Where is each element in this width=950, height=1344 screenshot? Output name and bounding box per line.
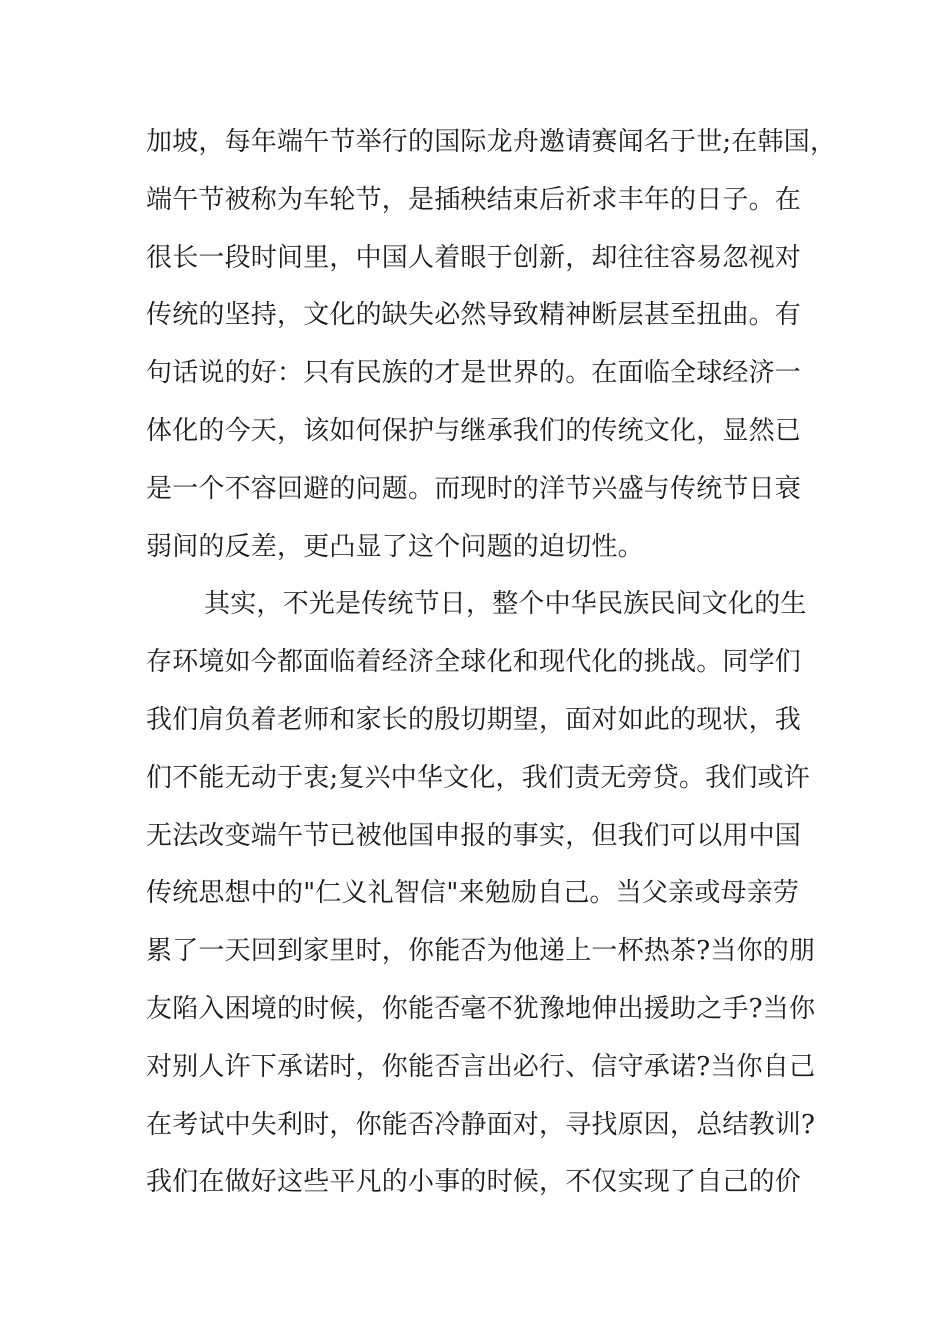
text-line: 弱间的反差，更凸显了这个问题的迫切性。	[146, 531, 644, 562]
text-line: 其实，不光是传统节日，整个中华民族民间文化的生	[204, 589, 807, 620]
text-line: 对别人许下承诺时，你能否言出必行、信守承诺?当你自己	[146, 1051, 816, 1082]
text-line: 我们肩负着老师和家长的殷切期望，面对如此的现状，我	[146, 704, 802, 735]
text-line: 我们在做好这些平凡的小事的时候，不仅实现了自己的价	[146, 1167, 802, 1198]
text-line: 友陷入困境的时候，你能否毫不犹豫地伸出援助之手?当你	[146, 993, 816, 1024]
text-line: 是一个不容回避的问题。而现时的洋节兴盛与传统节日衰	[146, 473, 802, 504]
text-line: 传统思想中的"仁义礼智信"来勉励自己。当父亲或母亲劳	[146, 878, 800, 909]
document-body	[146, 114, 836, 1212]
text-line: 们不能无动于衷;复兴中华文化，我们责无旁贷。我们或许	[146, 762, 810, 793]
text-line: 在考试中失利时，你能否冷静面对，寻找原因，总结教训?	[146, 1109, 816, 1140]
paragraph-2	[146, 576, 836, 1212]
text-line: 很长一段时间里，中国人着眼于创新，却往往容易忽视对	[146, 242, 802, 273]
text-line: 加坡，每年端午节举行的国际龙舟邀请赛闻名于世;在韩国，	[146, 127, 837, 157]
text-line: 存环境如今都面临着经济全球化和现代化的挑战。同学们	[146, 647, 802, 678]
text-line: 体化的今天，该如何保护与继承我们的传统文化，显然已	[146, 415, 802, 446]
text-line: 无法改变端午节已被他国申报的事实，但我们可以用中国	[146, 820, 802, 851]
text-line: 累了一天回到家里时，你能否为他递上一杯热茶?当你的朋	[146, 936, 816, 967]
text-line: 句话说的好：只有民族的才是世界的。在面临全球经济一	[146, 358, 802, 389]
text-line: 传统的坚持，文化的缺失必然导致精神断层甚至扭曲。有	[146, 300, 802, 331]
paragraph-1	[146, 114, 836, 576]
text-line: 端午节被称为车轮节，是插秧结束后祈求丰年的日子。在	[146, 184, 802, 215]
